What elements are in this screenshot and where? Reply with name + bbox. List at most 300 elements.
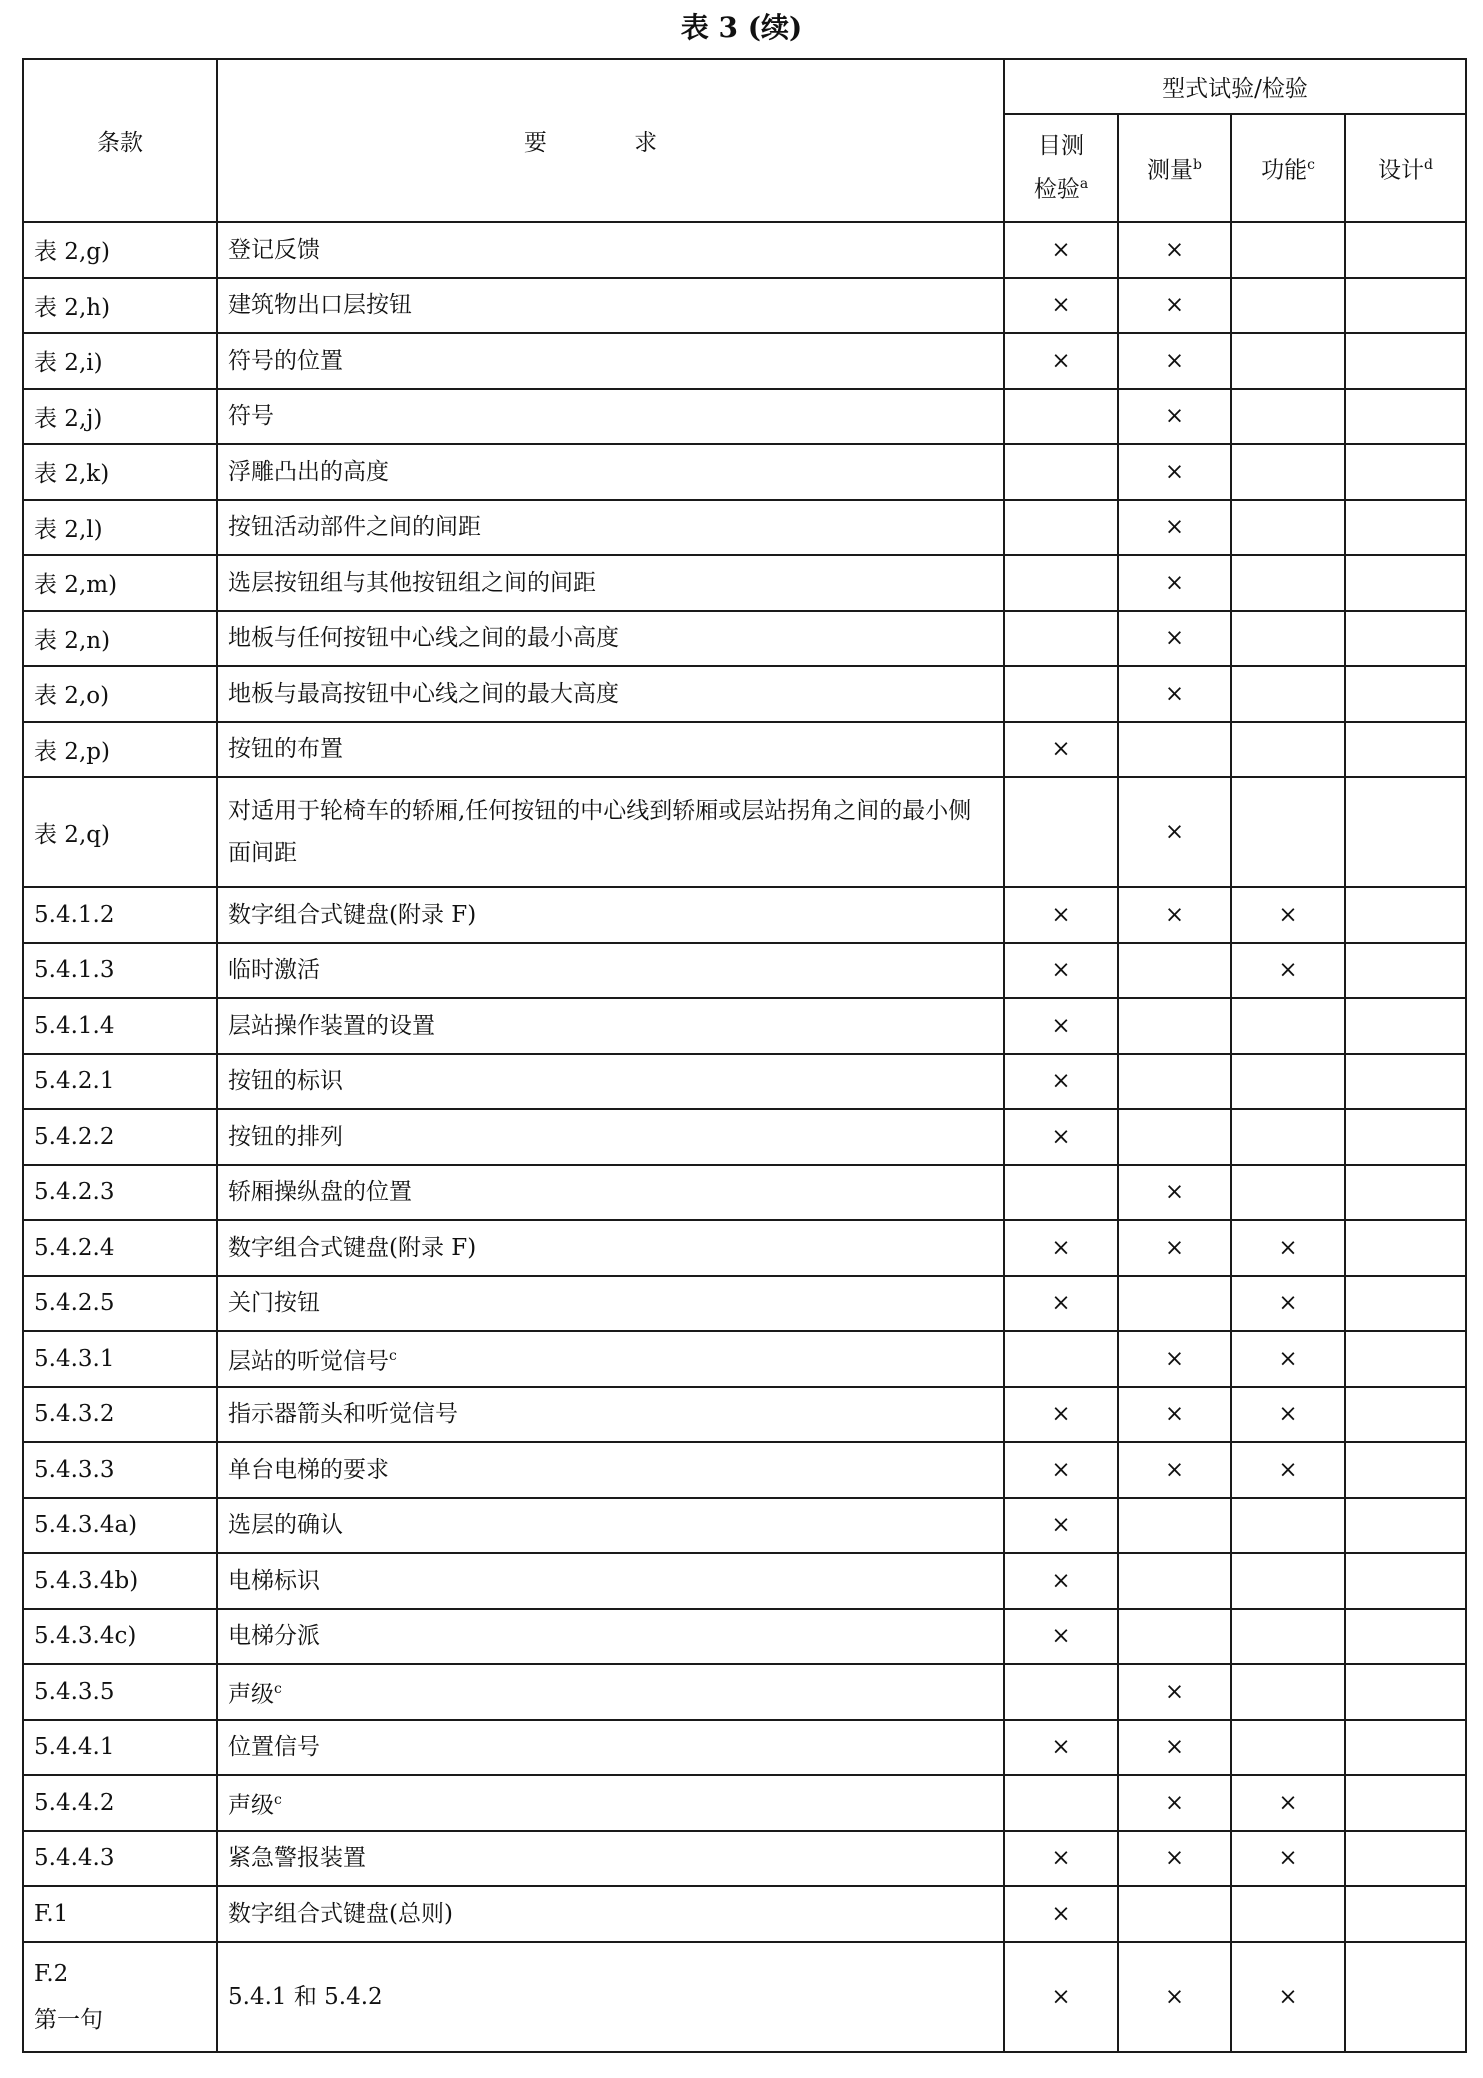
clause-text: 5.4.3.3	[34, 1456, 115, 1483]
clause-text: 5.4.2.1	[34, 1068, 115, 1095]
mark-cell-function	[1231, 1498, 1345, 1554]
check-mark: ×	[1051, 292, 1071, 319]
mark-cell-visual	[1004, 666, 1118, 722]
clause-text: 5.4.3.1	[34, 1345, 115, 1372]
mark-cell-visual	[1004, 1165, 1118, 1221]
requirement-text: 层站的听觉信号	[228, 1348, 389, 1375]
clause-text: 表 2,g)	[34, 239, 110, 266]
mark-cell-design	[1345, 1387, 1466, 1443]
header-measurement-note: b	[1193, 157, 1202, 174]
clause-cell	[23, 1886, 217, 1942]
requirement-text: 浮雕凸出的高度	[228, 458, 389, 485]
clause-cell	[23, 777, 217, 887]
mark-cell-design	[1345, 1442, 1466, 1498]
mark-cell-function	[1231, 1442, 1345, 1498]
mark-cell-measurement	[1118, 998, 1231, 1054]
table-row	[23, 500, 1466, 556]
clause-cell	[23, 500, 217, 556]
header-clause: 条款	[23, 59, 217, 222]
mark-cell-measurement	[1118, 1609, 1231, 1665]
clause-text: 5.4.2.4	[34, 1234, 115, 1261]
mark-cell-measurement	[1118, 555, 1231, 611]
mark-cell-measurement	[1118, 777, 1231, 887]
header-visual-note: a	[1079, 176, 1089, 193]
check-mark: ×	[1278, 1401, 1298, 1428]
header-design-label: 设计	[1378, 157, 1425, 184]
mark-cell-visual	[1004, 1331, 1118, 1387]
mark-cell-visual	[1004, 887, 1118, 943]
mark-cell-visual	[1004, 998, 1118, 1054]
requirement-text: 按钮的标识	[228, 1068, 343, 1095]
requirement-text: 紧急警报装置	[228, 1845, 366, 1872]
clause-cell	[23, 1498, 217, 1554]
mark-cell-measurement	[1118, 1664, 1231, 1720]
check-mark: ×	[1164, 514, 1185, 541]
mark-cell-visual	[1004, 722, 1118, 778]
mark-cell-visual	[1004, 1553, 1118, 1609]
mark-cell-design	[1345, 1775, 1466, 1831]
mark-cell-measurement	[1118, 278, 1231, 334]
check-mark: ×	[1278, 1456, 1298, 1483]
mark-cell-measurement	[1118, 1165, 1231, 1221]
mark-cell-measurement	[1118, 1276, 1231, 1332]
mark-cell-design	[1345, 1276, 1466, 1332]
requirement-text: 声级	[228, 1681, 274, 1708]
check-mark: ×	[1051, 1234, 1071, 1261]
clause-text: 5.4.1.2	[34, 901, 115, 928]
requirement-cell	[217, 887, 1004, 943]
mark-cell-function	[1231, 555, 1345, 611]
table-row	[23, 1609, 1466, 1665]
table-row	[23, 1165, 1466, 1221]
mark-cell-function	[1231, 1331, 1345, 1387]
requirement-cell	[217, 1664, 1004, 1720]
mark-cell-visual	[1004, 1220, 1118, 1276]
clause-cell	[23, 1664, 217, 1720]
clause-text: 5.4.3.2	[34, 1401, 115, 1428]
requirement-text: 选层按钮组与其他按钮组之间的间距	[228, 569, 596, 596]
requirement-text: 单台电梯的要求	[228, 1456, 389, 1483]
mark-cell-measurement	[1118, 666, 1231, 722]
mark-cell-design	[1345, 998, 1466, 1054]
mark-cell-function	[1231, 1942, 1345, 2052]
requirements-table	[22, 58, 1467, 2053]
requirement-text: 轿厢操纵盘的位置	[228, 1179, 412, 1206]
requirement-cell	[217, 389, 1004, 445]
requirement-cell	[217, 333, 1004, 389]
clause-text: 表 2,o)	[34, 683, 110, 710]
mark-cell-measurement	[1118, 1220, 1231, 1276]
mark-cell-measurement	[1118, 1831, 1231, 1887]
check-mark: ×	[1051, 1456, 1071, 1483]
header-function-label: 功能	[1261, 157, 1308, 184]
clause-text: 5.4.2.2	[34, 1123, 115, 1150]
mark-cell-design	[1345, 555, 1466, 611]
header-measurement	[1118, 114, 1231, 222]
clause-text: 表 2,q)	[34, 821, 110, 848]
clause-cell	[23, 333, 217, 389]
check-mark: ×	[1051, 1567, 1071, 1594]
requirement-text: 选层的确认	[228, 1512, 343, 1539]
mark-cell-visual	[1004, 611, 1118, 667]
mark-cell-design	[1345, 1109, 1466, 1165]
mark-cell-function	[1231, 1165, 1345, 1221]
table-row	[23, 444, 1466, 500]
requirement-cell	[217, 1942, 1004, 2052]
check-mark: ×	[1051, 1123, 1071, 1150]
clause-text: F.2	[34, 1960, 69, 1987]
check-mark: ×	[1278, 1345, 1298, 1372]
clause-text: 5.4.3.4c)	[34, 1623, 137, 1650]
table-row	[23, 1220, 1466, 1276]
clause-cell	[23, 1609, 217, 1665]
mark-cell-visual	[1004, 777, 1118, 887]
requirement-cell	[217, 777, 1004, 887]
requirement-cell	[217, 1553, 1004, 1609]
check-mark: ×	[1051, 347, 1071, 374]
clause-cell	[23, 722, 217, 778]
mark-cell-design	[1345, 943, 1466, 999]
header-test-group: 型式试验/检验	[1004, 59, 1466, 114]
mark-cell-function	[1231, 389, 1345, 445]
requirement-cell	[217, 1886, 1004, 1942]
clause-cell	[23, 222, 217, 278]
check-mark: ×	[1278, 1983, 1298, 2010]
table-row	[23, 1831, 1466, 1887]
mark-cell-measurement	[1118, 1942, 1231, 2052]
mark-cell-visual	[1004, 389, 1118, 445]
clause-cell	[23, 1553, 217, 1609]
requirement-cell	[217, 943, 1004, 999]
table-row	[23, 222, 1466, 278]
mark-cell-measurement	[1118, 1442, 1231, 1498]
requirement-note: c	[389, 1347, 397, 1364]
check-mark: ×	[1164, 458, 1185, 485]
mark-cell-design	[1345, 1942, 1466, 2052]
mark-cell-visual	[1004, 943, 1118, 999]
check-mark: ×	[1278, 1290, 1298, 1317]
clause-text: F.1	[34, 1900, 69, 1927]
check-mark: ×	[1278, 957, 1298, 984]
requirement-text: 关门按钮	[228, 1290, 320, 1317]
clause-cell	[23, 998, 217, 1054]
requirement-cell	[217, 1109, 1004, 1165]
mark-cell-visual	[1004, 222, 1118, 278]
mark-cell-design	[1345, 887, 1466, 943]
mark-cell-function	[1231, 1775, 1345, 1831]
requirement-cell	[217, 1387, 1004, 1443]
requirement-cell	[217, 1331, 1004, 1387]
clause-cell	[23, 1942, 217, 2052]
check-mark: ×	[1164, 1345, 1185, 1372]
clause-text: 5.4.2.3	[34, 1179, 115, 1206]
mark-cell-visual	[1004, 1498, 1118, 1554]
mark-cell-function	[1231, 1609, 1345, 1665]
mark-cell-visual	[1004, 1942, 1118, 2052]
clause-cell	[23, 1720, 217, 1776]
mark-cell-design	[1345, 1886, 1466, 1942]
requirement-cell	[217, 1442, 1004, 1498]
mark-cell-measurement	[1118, 1886, 1231, 1942]
mark-cell-design	[1345, 389, 1466, 445]
mark-cell-function	[1231, 943, 1345, 999]
check-mark: ×	[1278, 1234, 1298, 1261]
check-mark: ×	[1051, 1734, 1071, 1761]
mark-cell-function	[1231, 1387, 1345, 1443]
mark-cell-design	[1345, 611, 1466, 667]
table-row	[23, 887, 1466, 943]
requirement-cell	[217, 1609, 1004, 1665]
requirement-text: 数字组合式键盘(总则)	[228, 1900, 453, 1927]
mark-cell-measurement	[1118, 1331, 1231, 1387]
mark-cell-function	[1231, 1553, 1345, 1609]
table-row	[23, 1054, 1466, 1110]
requirement-text: 层站操作装置的设置	[228, 1012, 435, 1039]
mark-cell-function	[1231, 1720, 1345, 1776]
requirement-cell	[217, 1165, 1004, 1221]
table-row	[23, 998, 1466, 1054]
table-row	[23, 1553, 1466, 1609]
mark-cell-measurement	[1118, 887, 1231, 943]
requirement-cell	[217, 1054, 1004, 1110]
check-mark: ×	[1051, 236, 1071, 263]
table-row	[23, 943, 1466, 999]
table-row	[23, 278, 1466, 334]
check-mark: ×	[1164, 236, 1185, 263]
check-mark: ×	[1051, 1983, 1071, 2010]
requirement-text: 5.4.1 和 5.4.2	[228, 1983, 383, 2010]
table-row	[23, 1331, 1466, 1387]
mark-cell-design	[1345, 722, 1466, 778]
check-mark: ×	[1164, 1234, 1185, 1261]
mark-cell-design	[1345, 1720, 1466, 1776]
clause-cell	[23, 444, 217, 500]
clause-text: 5.4.2.5	[34, 1290, 115, 1317]
mark-cell-design	[1345, 1220, 1466, 1276]
clause-text: 5.4.1.4	[34, 1012, 115, 1039]
clause-text: 5.4.3.4b)	[34, 1567, 139, 1594]
check-mark: ×	[1164, 292, 1185, 319]
requirement-text: 地板与任何按钮中心线之间的最小高度	[228, 625, 619, 652]
check-mark: ×	[1051, 1900, 1071, 1927]
clause-text: 5.4.4.2	[34, 1789, 115, 1816]
clause-text: 5.4.4.3	[34, 1845, 115, 1872]
mark-cell-function	[1231, 500, 1345, 556]
mark-cell-measurement	[1118, 222, 1231, 278]
requirement-cell	[217, 1220, 1004, 1276]
table-row	[23, 666, 1466, 722]
requirement-text: 声级	[228, 1792, 274, 1819]
check-mark: ×	[1051, 957, 1071, 984]
requirement-cell	[217, 611, 1004, 667]
requirement-text: 电梯分派	[228, 1623, 320, 1650]
clause-cell	[23, 943, 217, 999]
requirement-text: 地板与最高按钮中心线之间的最大高度	[228, 680, 619, 707]
table-row	[23, 1109, 1466, 1165]
mark-cell-measurement	[1118, 1109, 1231, 1165]
clause-cell	[23, 1276, 217, 1332]
mark-cell-design	[1345, 666, 1466, 722]
check-mark: ×	[1164, 569, 1185, 596]
check-mark: ×	[1278, 1789, 1298, 1816]
clause-cell	[23, 1109, 217, 1165]
table-body	[23, 222, 1466, 2052]
mark-cell-function	[1231, 777, 1345, 887]
clause-text: 表 2,i)	[34, 350, 103, 377]
check-mark: ×	[1164, 1456, 1185, 1483]
clause-cell	[23, 1387, 217, 1443]
clause-cell	[23, 555, 217, 611]
clause-cell	[23, 1331, 217, 1387]
clause-cell	[23, 1442, 217, 1498]
mark-cell-visual	[1004, 1831, 1118, 1887]
requirement-text: 数字组合式键盘(附录 F)	[228, 1234, 477, 1261]
requirement-cell	[217, 555, 1004, 611]
header-requirement: 要 求	[217, 59, 1004, 222]
clause-cell	[23, 887, 217, 943]
mark-cell-design	[1345, 1498, 1466, 1554]
mark-cell-visual	[1004, 333, 1118, 389]
check-mark: ×	[1164, 1983, 1185, 2010]
table-row	[23, 777, 1466, 887]
requirement-cell	[217, 1775, 1004, 1831]
check-mark: ×	[1164, 403, 1185, 430]
mark-cell-measurement	[1118, 389, 1231, 445]
header-design-note: d	[1424, 157, 1433, 174]
requirement-text: 按钮的布置	[228, 736, 343, 763]
mark-cell-measurement	[1118, 1553, 1231, 1609]
mark-cell-measurement	[1118, 1775, 1231, 1831]
mark-cell-visual	[1004, 1720, 1118, 1776]
requirement-cell	[217, 222, 1004, 278]
mark-cell-visual	[1004, 444, 1118, 500]
clause-text: 表 2,l)	[34, 516, 103, 543]
requirement-cell	[217, 1831, 1004, 1887]
clause-text: 表 2,p)	[34, 738, 110, 765]
requirement-text: 数字组合式键盘(附录 F)	[228, 901, 477, 928]
clause-text: 表 2,n)	[34, 627, 111, 654]
check-mark: ×	[1164, 1401, 1185, 1428]
table-row	[23, 1775, 1466, 1831]
clause-cell	[23, 278, 217, 334]
check-mark: ×	[1164, 1678, 1185, 1705]
requirement-text: 对适用于轮椅车的轿厢,任何按钮的中心线到轿厢或层站拐角之间的最小侧面间距	[228, 798, 972, 866]
mark-cell-design	[1345, 278, 1466, 334]
requirement-cell	[217, 722, 1004, 778]
requirement-cell	[217, 278, 1004, 334]
mark-cell-function	[1231, 998, 1345, 1054]
mark-cell-visual	[1004, 1886, 1118, 1942]
requirement-cell	[217, 1498, 1004, 1554]
header-function-note: c	[1307, 157, 1315, 174]
check-mark: ×	[1164, 347, 1185, 374]
requirement-cell	[217, 1720, 1004, 1776]
check-mark: ×	[1164, 1845, 1185, 1872]
clause-cell	[23, 666, 217, 722]
requirement-cell	[217, 666, 1004, 722]
mark-cell-design	[1345, 444, 1466, 500]
mark-cell-visual	[1004, 1109, 1118, 1165]
check-mark: ×	[1051, 901, 1071, 928]
clause-cell	[23, 1220, 217, 1276]
mark-cell-design	[1345, 1165, 1466, 1221]
mark-cell-visual	[1004, 1054, 1118, 1110]
check-mark: ×	[1278, 901, 1298, 928]
mark-cell-function	[1231, 887, 1345, 943]
mark-cell-function	[1231, 1109, 1345, 1165]
check-mark: ×	[1051, 1012, 1071, 1039]
requirement-text: 按钮活动部件之间的间距	[228, 514, 481, 541]
check-mark: ×	[1051, 1623, 1071, 1650]
header-function	[1231, 114, 1345, 222]
check-mark: ×	[1051, 1845, 1071, 1872]
table-row	[23, 1387, 1466, 1443]
table-row	[23, 1886, 1466, 1942]
mark-cell-design	[1345, 1553, 1466, 1609]
requirement-text: 符号	[228, 403, 274, 430]
mark-cell-function	[1231, 333, 1345, 389]
check-mark: ×	[1164, 1734, 1185, 1761]
requirement-cell	[217, 998, 1004, 1054]
mark-cell-function	[1231, 444, 1345, 500]
mark-cell-measurement	[1118, 1498, 1231, 1554]
mark-cell-function	[1231, 722, 1345, 778]
table-row	[23, 555, 1466, 611]
mark-cell-function	[1231, 666, 1345, 722]
mark-cell-design	[1345, 1609, 1466, 1665]
requirement-text: 电梯标识	[228, 1567, 320, 1594]
clause-text-line2: 第一句	[34, 2006, 103, 2033]
clause-cell	[23, 611, 217, 667]
mark-cell-function	[1231, 611, 1345, 667]
clause-text: 表 2,k)	[34, 461, 110, 488]
requirement-text: 符号的位置	[228, 347, 343, 374]
mark-cell-function	[1231, 1831, 1345, 1887]
requirement-text: 位置信号	[228, 1734, 320, 1761]
mark-cell-function	[1231, 1220, 1345, 1276]
table-row	[23, 1276, 1466, 1332]
check-mark: ×	[1051, 1512, 1071, 1539]
mark-cell-visual	[1004, 555, 1118, 611]
requirement-text: 建筑物出口层按钮	[228, 292, 412, 319]
mark-cell-design	[1345, 1331, 1466, 1387]
mark-cell-design	[1345, 1664, 1466, 1720]
check-mark: ×	[1164, 1789, 1185, 1816]
check-mark: ×	[1164, 680, 1185, 707]
clause-cell	[23, 1831, 217, 1887]
clause-cell	[23, 1165, 217, 1221]
clause-cell	[23, 389, 217, 445]
mark-cell-visual	[1004, 1276, 1118, 1332]
check-mark: ×	[1051, 1068, 1071, 1095]
clause-cell	[23, 1054, 217, 1110]
clause-text: 表 2,j)	[34, 405, 103, 432]
table-title: 表 3 (续)	[680, 11, 803, 44]
clause-text: 5.4.3.5	[34, 1678, 115, 1705]
mark-cell-measurement	[1118, 1054, 1231, 1110]
header-visual-line2: 检验	[1033, 176, 1080, 203]
mark-cell-measurement	[1118, 444, 1231, 500]
mark-cell-design	[1345, 1831, 1466, 1887]
clause-text: 5.4.4.1	[34, 1734, 115, 1761]
mark-cell-visual	[1004, 278, 1118, 334]
table-row	[23, 722, 1466, 778]
mark-cell-function	[1231, 1886, 1345, 1942]
header-design	[1345, 114, 1466, 222]
mark-cell-visual	[1004, 1442, 1118, 1498]
mark-cell-measurement	[1118, 1720, 1231, 1776]
table-row	[23, 1498, 1466, 1554]
